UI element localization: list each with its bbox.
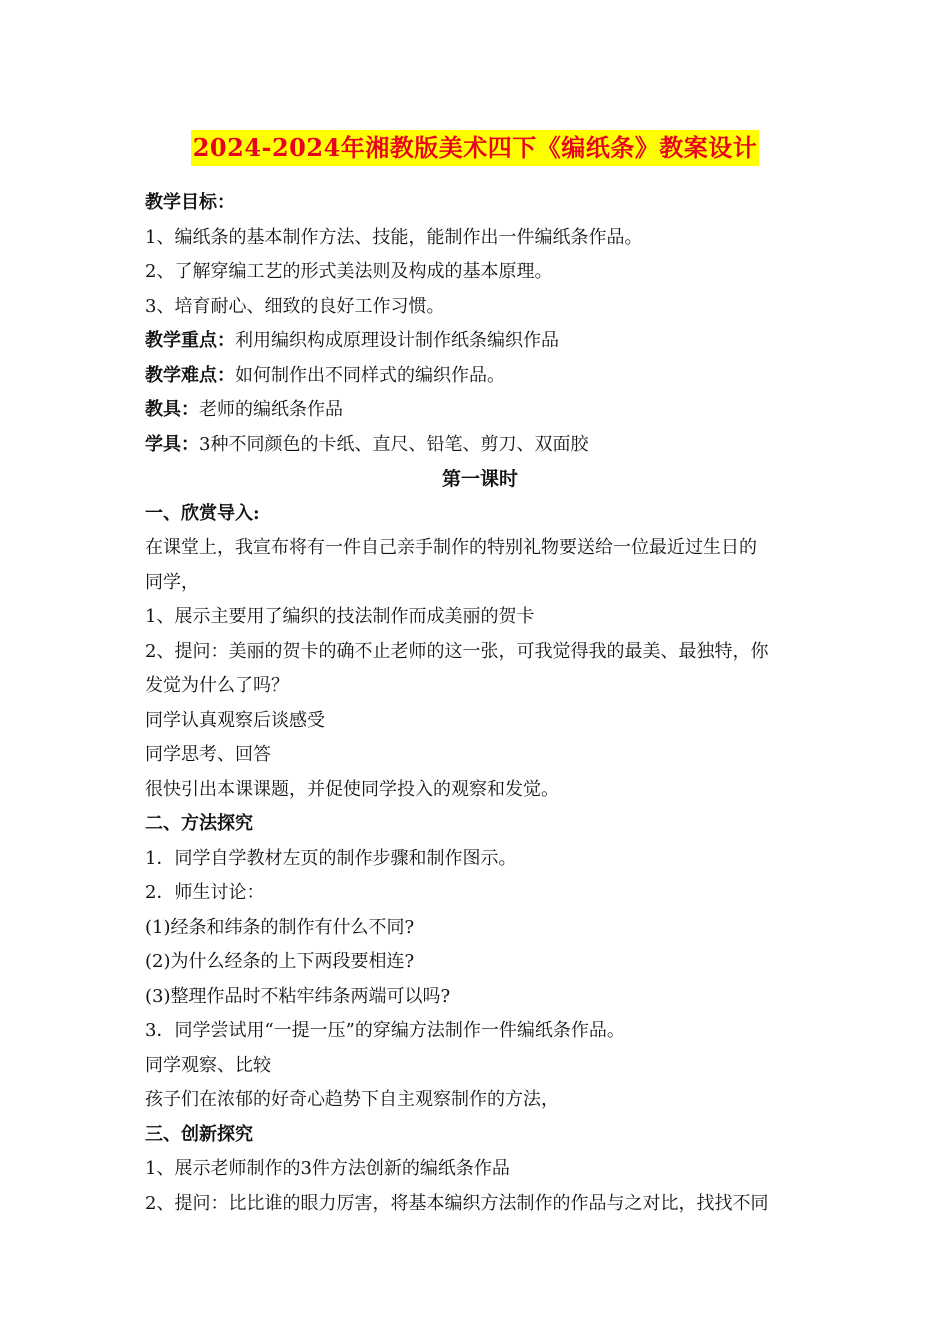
teacher-tools-label: 教具： [145, 399, 199, 420]
section-heading: 一、欣赏导入: [145, 502, 260, 524]
document-title: 2024-2024年湘教版美术四下《编纸条》教案设计 [191, 130, 760, 166]
paragraph-line: 1、展示主要用了编织的技法制作而成美丽的贺卡 [145, 606, 535, 627]
teacher-tools-line [145, 393, 815, 428]
paragraph-line: 1、展示老师制作的3件方法创新的编纸条作品 [145, 1158, 510, 1179]
student-tools-line [145, 428, 815, 463]
paragraph-line: 2、提问：比比谁的眼力厉害，将基本编织方法制作的作品与之对比，找找不同 [145, 1192, 769, 1214]
teacher-tools-text: 老师的编纸条作品 [199, 399, 343, 420]
key-point-label: 教学重点： [145, 330, 235, 351]
objective-item: 2、了解穿编工艺的形式美法则及构成的基本原理。 [145, 261, 553, 282]
section-heading: 三、创新探究 [145, 1123, 253, 1145]
objectives-heading: 教学目标： [145, 192, 235, 213]
paragraph-line: 发觉为什么了吗？ [145, 675, 289, 696]
paragraph-line: 很快引出本课课题，并促使同学投入的观察和发觉。 [145, 778, 559, 800]
paragraph-line: 2．师生讨论： [145, 882, 265, 903]
lesson-heading: 第一课时 [441, 468, 518, 490]
paragraph-line: 1．同学自学教材左页的制作步骤和制作图示。 [145, 847, 517, 869]
paragraph-line: 孩子们在浓郁的好奇心趋势下自主观察制作的方法， [145, 1089, 559, 1110]
document-body [145, 186, 815, 1221]
student-tools-text: 3种不同颜色的卡纸、直尺、铅笔、剪刀、双面胶 [199, 433, 589, 455]
key-point-text: 利用编织构成原理设计制作纸条编织作品 [235, 330, 559, 351]
objective-item: 3、培育耐心、细致的良好工作习惯。 [145, 295, 445, 317]
student-tools-label: 学具： [145, 433, 199, 455]
difficulty-label: 教学难点： [145, 364, 235, 386]
title-container [0, 130, 950, 166]
difficulty-text: 如何制作出不同样式的编织作品。 [235, 364, 505, 386]
paragraph-line: (3)整理作品时不粘牢纬条两端可以吗? [145, 985, 451, 1007]
paragraph-line: 同学思考、回答 [145, 744, 271, 765]
paragraph-line: 3．同学尝试用“一提一压”的穿编方法制作一件编纸条作品。 [145, 1020, 625, 1041]
section-heading: 二、方法探究 [145, 813, 253, 834]
paragraph-line: 同学观察、比较 [145, 1054, 271, 1076]
paragraph-line: (2)为什么经条的上下两段要相连? [145, 951, 415, 972]
key-point-line [145, 324, 815, 359]
paragraph-line: 在课堂上，我宣布将有一件自己亲手制作的特别礼物要送给一位最近过生日的 [145, 537, 757, 558]
paragraph-line: 同学， [145, 571, 199, 593]
paragraph-line: 2、提问：美丽的贺卡的确不止老师的这一张，可我觉得我的最美、最独特，你 [145, 640, 769, 662]
paragraph-line: (1)经条和纬条的制作有什么不同? [145, 916, 415, 938]
objective-item: 1、编纸条的基本制作方法、技能，能制作出一件编纸条作品。 [145, 226, 643, 248]
difficulty-line [145, 359, 815, 394]
paragraph-line: 同学认真观察后谈感受 [145, 709, 325, 731]
